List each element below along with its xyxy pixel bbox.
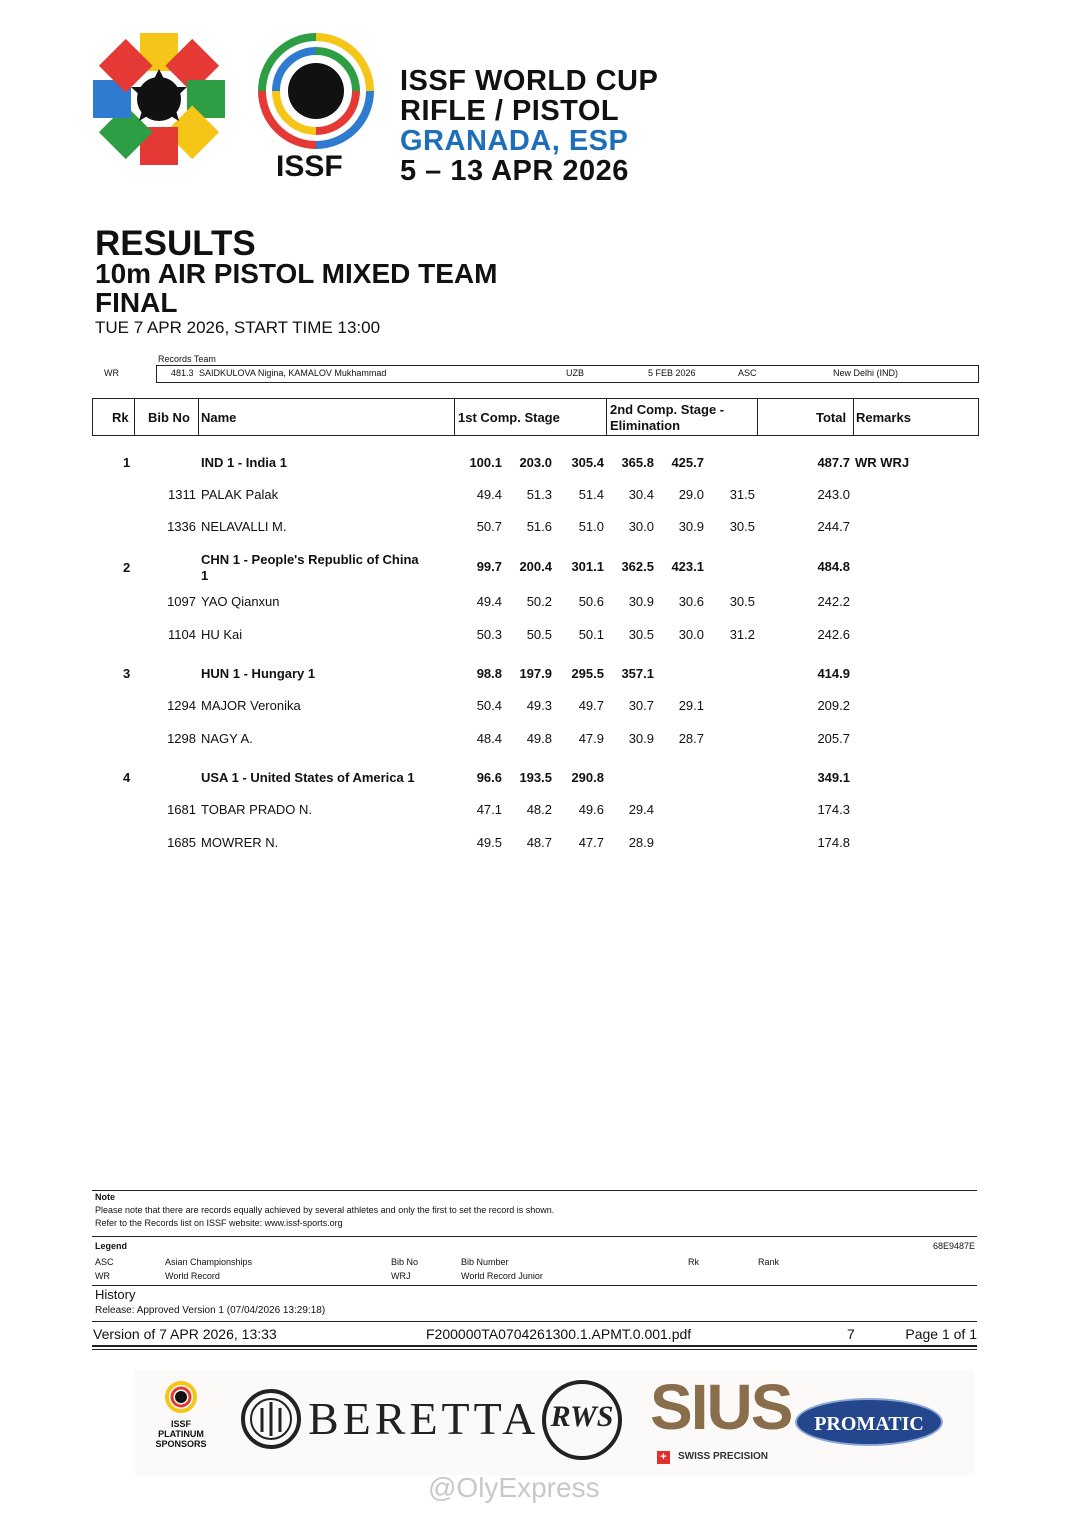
record-nation: UZB (566, 368, 584, 378)
athlete-row (0, 802, 1071, 822)
record-code: WR (104, 368, 119, 378)
header-dates: 5 – 13 APR 2026 (400, 155, 629, 187)
legend-desc: World Record (165, 1271, 220, 1281)
athlete-name: NAGY A. (201, 731, 253, 746)
col-stage1: 1st Comp. Stage (458, 410, 560, 425)
score-s3: 50.6 (578, 594, 604, 609)
bib: 1104 (168, 627, 196, 642)
event-title: 10m AIR PISTOL MIXED TEAM (95, 258, 498, 289)
divider (92, 1321, 977, 1322)
score-s3: 47.9 (578, 731, 604, 746)
score-s5: 425.7 (671, 455, 704, 470)
footer-version: Version of 7 APR 2026, 13:33 (93, 1326, 277, 1342)
bib: 1097 (167, 594, 196, 609)
athlete-row (0, 519, 1071, 539)
score-s1: 48.4 (476, 731, 502, 746)
athlete-row (0, 731, 1071, 751)
results-title: RESULTS (95, 224, 256, 263)
watermark: @OlyExpress (428, 1472, 600, 1503)
score-s5: 30.0 (678, 627, 704, 642)
legend-abbr: WRJ (391, 1271, 411, 1281)
total: 487.7 (817, 455, 850, 470)
score-s4: 30.9 (628, 731, 654, 746)
record-score: 481.3 (171, 368, 194, 378)
score-s3: 49.6 (578, 802, 604, 817)
athlete-name: MAJOR Veronika (201, 698, 301, 713)
divider (92, 1285, 977, 1286)
history-release: Release: Approved Version 1 (07/04/2026 13:29:18) (95, 1305, 326, 1316)
col-total: Total (816, 410, 847, 425)
score-s3: 49.7 (578, 698, 604, 713)
bib: 1311 (168, 487, 196, 502)
athlete-row (0, 835, 1071, 855)
score-s1: 98.8 (476, 666, 502, 681)
record-place: New Delhi (IND) (833, 368, 899, 378)
score-s1: 49.4 (476, 594, 502, 609)
score-s2: 50.5 (526, 627, 552, 642)
score-s5: 30.9 (678, 519, 704, 534)
legend-code: 68E9487E (932, 1241, 975, 1251)
col-remarks: Remarks (856, 410, 911, 425)
score-s1: 96.6 (476, 770, 502, 785)
score-s1: 47.1 (476, 802, 502, 817)
phase-title: FINAL (95, 287, 178, 318)
team-row (0, 770, 1071, 790)
score-s3: 51.4 (578, 487, 604, 502)
bib: 1294 (167, 698, 196, 713)
score-s1: 49.4 (476, 487, 502, 502)
total: 349.1 (817, 770, 850, 785)
legend-desc: World Record Junior (461, 1271, 543, 1281)
score-s4: 357.1 (621, 666, 654, 681)
col-stage2-line1: 2nd Comp. Stage - (610, 402, 725, 417)
legend-heading: Legend (95, 1241, 128, 1251)
issf-sponsor-badge (150, 1380, 212, 1458)
note-heading: Note (95, 1192, 115, 1202)
col-name: Name (201, 410, 237, 425)
issf-target-logo (256, 31, 376, 151)
total: 174.8 (817, 835, 850, 850)
rank: 3 (123, 666, 131, 681)
score-s5: 423.1 (671, 559, 704, 574)
divider (92, 1236, 977, 1237)
rws-logo (542, 1380, 622, 1460)
score-s4: 28.9 (628, 835, 654, 850)
score-s2: 48.7 (526, 835, 552, 850)
score-s6: 30.5 (729, 519, 755, 534)
header-line-2: RIFLE / PISTOL (400, 95, 620, 127)
total: 484.8 (817, 559, 850, 574)
record-holders: SAIDKULOVA Nigina, KAMALOV Mukhammad (199, 368, 387, 378)
legend-abbr: ASC (95, 1257, 114, 1267)
athlete-row (0, 594, 1071, 614)
record-event: ASC (738, 368, 757, 378)
score-s4: 30.5 (628, 627, 654, 642)
total: 174.3 (817, 802, 850, 817)
header-line-1: ISSF WORLD CUP (400, 65, 659, 97)
score-s6: 30.5 (729, 594, 755, 609)
rws-text: RWS (550, 1400, 614, 1433)
score-s4: 30.9 (628, 594, 654, 609)
rank: 1 (123, 455, 131, 470)
score-s2: 49.3 (526, 698, 552, 713)
total: 242.2 (817, 594, 850, 609)
issf-mini-target-icon (164, 1380, 198, 1414)
team-name: IND 1 - India 1 (201, 455, 287, 470)
score-s1: 50.7 (476, 519, 502, 534)
athlete-name: TOBAR PRADO N. (201, 802, 313, 817)
col-bib: Bib No (148, 410, 190, 425)
score-s6: 31.2 (729, 627, 755, 642)
score-s1: 50.3 (476, 627, 502, 642)
promatic-logo (795, 1398, 943, 1446)
score-s5: 29.0 (678, 487, 704, 502)
score-s3: 51.0 (578, 519, 604, 534)
footer-number: 7 (847, 1326, 855, 1342)
footer-page: Page 1 of 1 (905, 1326, 977, 1342)
score-s4: 30.7 (628, 698, 654, 713)
records-box (156, 365, 979, 383)
score-s6: 31.5 (729, 487, 755, 502)
bib: 1336 (167, 519, 196, 534)
score-s5: 28.7 (678, 731, 704, 746)
sius-logo: SIUS (650, 1371, 792, 1443)
score-s4: 362.5 (621, 559, 654, 574)
col-rk: Rk (112, 410, 129, 425)
score-s3: 50.1 (578, 627, 604, 642)
athlete-name: NELAVALLI M. (201, 519, 287, 534)
legend-abbr: WR (95, 1271, 110, 1281)
total: 243.0 (817, 487, 850, 502)
history-heading: History (95, 1287, 136, 1302)
bib: 1681 (167, 802, 196, 817)
score-s3: 301.1 (571, 559, 604, 574)
score-s2: 203.0 (519, 455, 552, 470)
score-s2: 200.4 (519, 559, 552, 574)
legend-desc: Asian Championships (165, 1257, 253, 1267)
team-name: USA 1 - United States of America 1 (201, 770, 415, 785)
score-s4: 365.8 (621, 455, 654, 470)
score-s1: 49.5 (476, 835, 502, 850)
total: 209.2 (817, 698, 850, 713)
rank: 2 (123, 560, 131, 575)
score-s1: 100.1 (469, 455, 502, 470)
records-heading: Records Team (158, 354, 216, 364)
remarks: WR WRJ (855, 455, 910, 470)
issf-wordmark: ISSF (276, 150, 343, 183)
rank: 4 (123, 770, 131, 785)
score-s3: 47.7 (578, 835, 604, 850)
score-s3: 305.4 (571, 455, 604, 470)
bib: 1298 (167, 731, 196, 746)
score-s2: 51.3 (526, 487, 552, 502)
score-s4: 29.4 (628, 802, 654, 817)
bib: 1685 (167, 835, 196, 850)
score-s4: 30.0 (628, 519, 654, 534)
score-s2: 193.5 (519, 770, 552, 785)
score-s1: 50.4 (476, 698, 502, 713)
score-s5: 30.6 (678, 594, 704, 609)
team-row (0, 666, 1071, 686)
record-date: 5 FEB 2026 (648, 368, 696, 378)
score-s2: 197.9 (519, 666, 552, 681)
score-s2: 48.2 (526, 802, 552, 817)
score-s2: 50.2 (526, 594, 552, 609)
divider (92, 1345, 977, 1347)
score-s5: 29.1 (678, 698, 704, 713)
issf-star-logo (90, 30, 228, 168)
total: 414.9 (817, 666, 850, 681)
header-location: GRANADA, ESP (400, 125, 629, 157)
score-s3: 295.5 (571, 666, 604, 681)
team-row (0, 455, 1071, 475)
beretta-emblem-icon (240, 1388, 302, 1450)
score-s2: 49.8 (526, 731, 552, 746)
legend-abbr: Rk (688, 1257, 699, 1267)
athlete-name: MOWRER N. (201, 835, 279, 850)
col-stage2-line2: Elimination (610, 418, 681, 433)
issf-sponsor-l3: SPONSORS (155, 1439, 207, 1449)
sius-tagline: SWISS PRECISION (678, 1451, 769, 1462)
team-row (0, 552, 1071, 583)
swiss-flag-icon: + (657, 1451, 670, 1464)
divider (92, 1349, 977, 1350)
athlete-name: YAO Qianxun (201, 594, 280, 609)
team-name-line2: 1 (201, 568, 209, 583)
divider (92, 1190, 977, 1191)
athlete-row (0, 487, 1071, 507)
results-table-header (92, 398, 979, 436)
legend-desc: Bib Number (461, 1257, 509, 1267)
score-s2: 51.6 (526, 519, 552, 534)
legend-desc: Rank (758, 1257, 780, 1267)
footer-file: F200000TA0704261300.1.APMT.0.001.pdf (426, 1326, 692, 1342)
athlete-row (0, 627, 1071, 647)
note-line-1: Please note that there are records equally achieved by several athletes and only the first to set the record is shown. (95, 1205, 555, 1215)
legend-abbr: Bib No (391, 1257, 419, 1267)
team-name: HUN 1 - Hungary 1 (201, 666, 316, 681)
beretta-logo: BERETTA (308, 1393, 540, 1444)
issf-sponsor-l1: ISSF (170, 1419, 191, 1429)
total: 244.7 (817, 519, 850, 534)
note-line-2: Refer to the Records list on ISSF website: www.issf-sports.org (95, 1218, 343, 1228)
team-name: CHN 1 - People's Republic of China (201, 552, 419, 567)
athlete-name: PALAK Palak (201, 487, 279, 502)
score-s3: 290.8 (571, 770, 604, 785)
score-s1: 99.7 (476, 559, 502, 574)
date-line: TUE 7 APR 2026, START TIME 13:00 (95, 318, 381, 337)
score-s4: 30.4 (628, 487, 654, 502)
total: 205.7 (817, 731, 850, 746)
issf-sponsor-l2: PLATINUM (158, 1429, 204, 1439)
athlete-name: HU Kai (201, 627, 243, 642)
athlete-row (0, 698, 1071, 718)
promatic-text: PROMATIC (814, 1413, 924, 1435)
total: 242.6 (817, 627, 850, 642)
